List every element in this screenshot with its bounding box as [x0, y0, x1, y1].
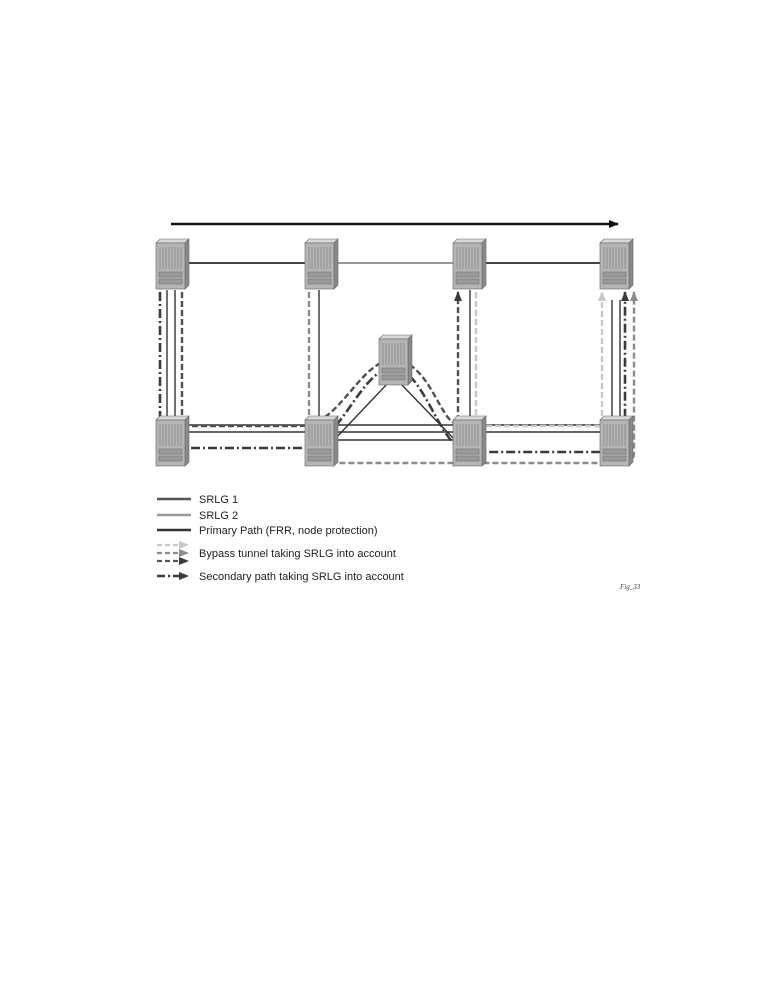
bypass-tunnel-dark: [182, 292, 458, 426]
router-chassis-icon: [156, 416, 189, 466]
legend-bypass-swatch: [157, 545, 188, 561]
legend-secondary-label: Secondary path taking SRLG into account: [199, 571, 404, 583]
figure-label: Fig_33: [620, 583, 641, 591]
legend-srlg1-label: SRLG 1: [199, 494, 239, 506]
router-chassis-icon: [305, 416, 338, 466]
router-chassis-icon: [453, 416, 486, 466]
legend-srlg2-label: SRLG 2: [199, 510, 239, 522]
legend-primary-label: Primary Path (FRR, node protection): [199, 525, 378, 537]
bypass-tunnel-light: [476, 292, 602, 426]
router-chassis-icon: [600, 416, 633, 466]
router-chassis-icon: [453, 239, 486, 289]
router-chassis-icon: [305, 239, 338, 289]
legend: [157, 494, 404, 583]
legend-bypass-label: Bypass tunnel taking SRLG into account: [199, 548, 396, 560]
router-chassis-icon: [379, 335, 412, 385]
router-chassis-icon: [600, 239, 633, 289]
router-chassis-icon: [156, 239, 189, 289]
